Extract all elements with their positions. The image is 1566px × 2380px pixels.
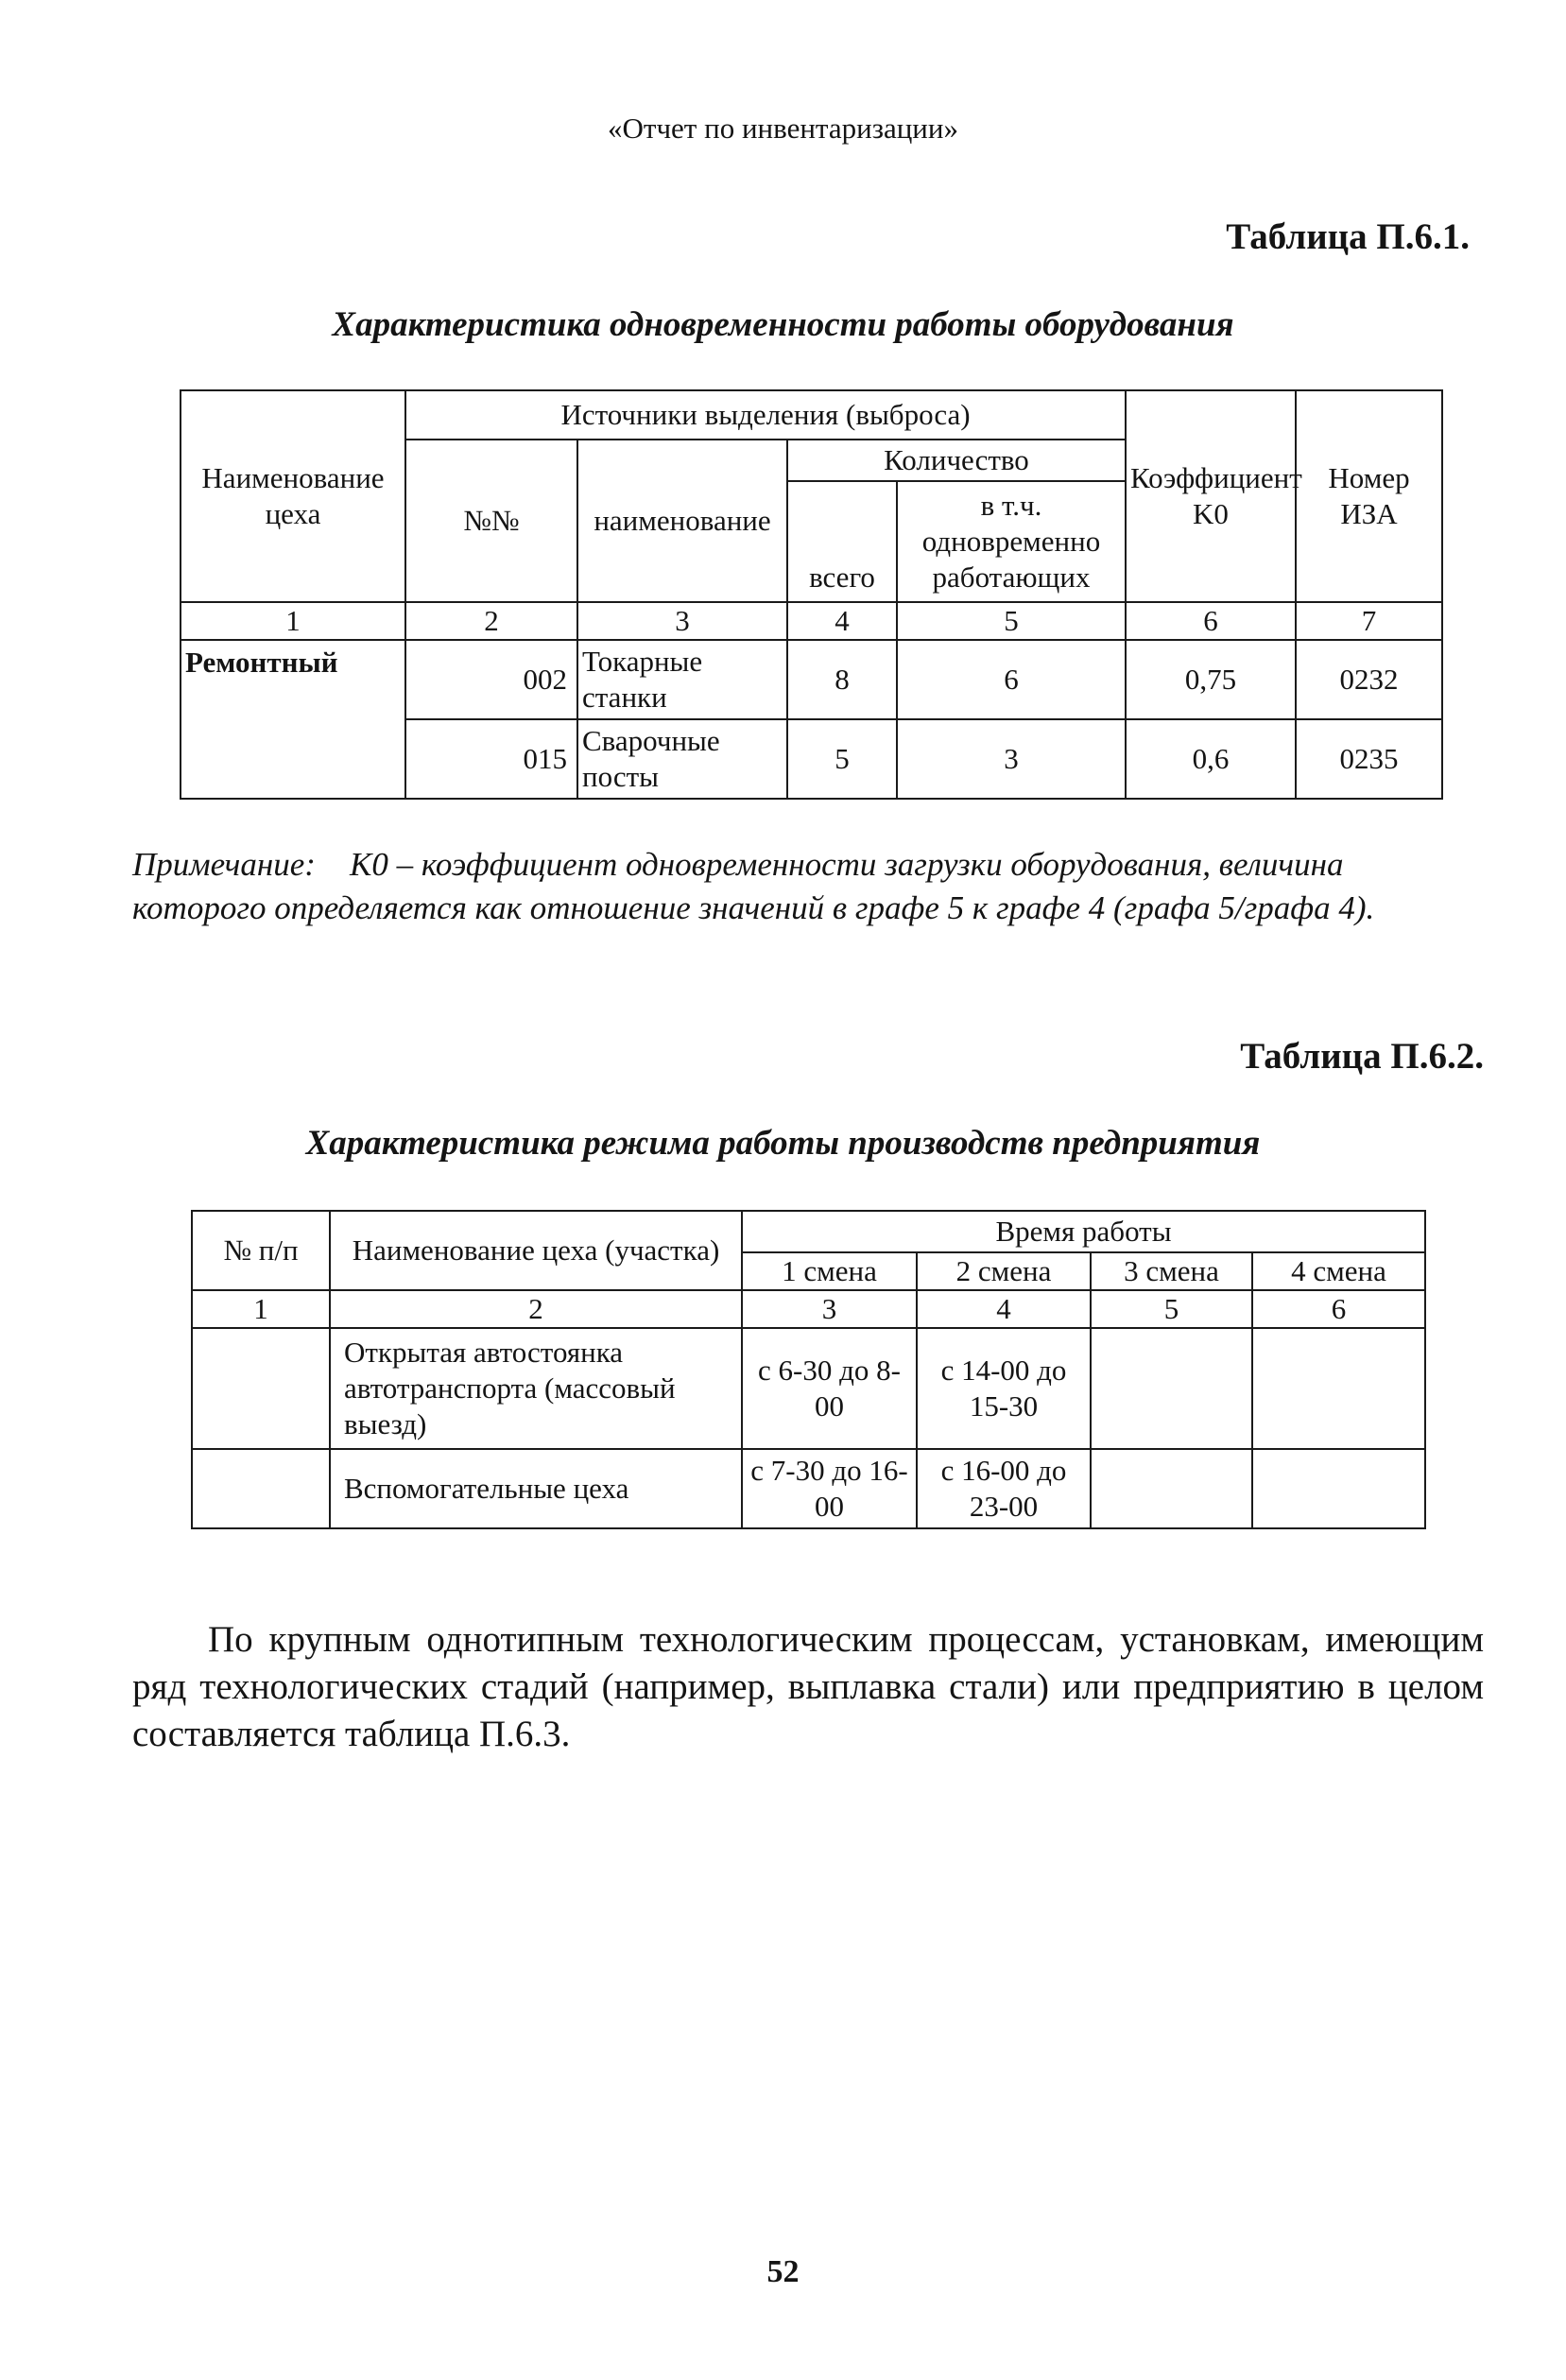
column-number: 7: [1296, 602, 1442, 640]
column-number: 5: [897, 602, 1126, 640]
running-header: «Отчет по инвентаризации»: [608, 112, 958, 145]
table-row: [192, 1449, 1425, 1528]
note-label: Примечание:: [132, 846, 316, 883]
page-number: 52: [766, 2254, 800, 2289]
header-total: всего: [787, 481, 897, 602]
column-number: 4: [787, 602, 897, 640]
column-number: 4: [917, 1290, 1091, 1328]
column-number: 6: [1252, 1290, 1425, 1328]
shift-1-time: с 6-30 до 8-00: [742, 1328, 917, 1449]
source-name: Сварочные посты: [577, 719, 787, 799]
column-number: 3: [577, 602, 787, 640]
row-index: [192, 1449, 330, 1528]
column-number: 3: [742, 1290, 917, 1328]
note: [132, 843, 1484, 930]
source-simultaneous: 3: [897, 719, 1126, 799]
source-total: 8: [787, 640, 897, 719]
source-coefficient: 0,75: [1126, 640, 1296, 719]
column-number: 5: [1091, 1290, 1252, 1328]
source-number: 015: [405, 719, 577, 799]
column-number: 2: [330, 1290, 742, 1328]
body-paragraph: По крупным однотипным технологическим процессам, установкам, имеющим ряд технологических стадий (например, выплавка стали) или предприятию в целом составляется таблица П.6.3.: [132, 1619, 1484, 1754]
table2-title: Характеристика режима работы производств предприятия: [305, 1124, 1261, 1163]
shift-3-time: [1091, 1449, 1252, 1528]
shift-4-time: [1252, 1328, 1425, 1449]
header-number: №№: [405, 440, 577, 602]
row-index: [192, 1328, 330, 1449]
shop-name: Открытая автостоянка автотранспорта (массовый выезд): [330, 1328, 742, 1449]
table-row: [181, 640, 1442, 719]
shift-1-time: с 7-30 до 16-00: [742, 1449, 917, 1528]
equipment-simultaneity-table: [180, 389, 1443, 800]
shop-name: Вспомогательные цеха: [330, 1449, 742, 1528]
header-shift: 3 смена: [1091, 1252, 1252, 1290]
header-shift: 4 смена: [1252, 1252, 1425, 1290]
source-iza: 0235: [1296, 719, 1442, 799]
header-work-time: Время работы: [742, 1211, 1425, 1252]
source-simultaneous: 6: [897, 640, 1126, 719]
work-schedule-table: [191, 1210, 1426, 1529]
table1-title: Характеристика одновременности работы оборудования: [332, 305, 1234, 344]
table-row: [192, 1328, 1425, 1449]
header-shop: Наименование цеха: [181, 390, 405, 602]
column-number: 6: [1126, 602, 1296, 640]
shift-3-time: [1091, 1328, 1252, 1449]
shift-2-time: с 14-00 до 15-30: [917, 1328, 1091, 1449]
header-index: № п/п: [192, 1211, 330, 1290]
source-iza: 0232: [1296, 640, 1442, 719]
header-shop: Наименование цеха (участка): [330, 1211, 742, 1290]
header-quantity: Количество: [787, 440, 1126, 481]
shift-4-time: [1252, 1449, 1425, 1528]
header-sources: Источники выделения (выброса): [405, 390, 1126, 440]
source-number: 002: [405, 640, 577, 719]
note-text: K0 – коэффициент одновременности загрузки оборудования, величина которого определяется как отношение значений в графе 5 к графе 4 (графа 5/графа 4).: [132, 846, 1375, 926]
source-name: Токарные станки: [577, 640, 787, 719]
source-total: 5: [787, 719, 897, 799]
shop-name: Ремонтный: [181, 640, 405, 799]
header-name: наименование: [577, 440, 787, 602]
table2-label: Таблица П.6.2.: [1240, 1036, 1484, 1077]
shift-2-time: с 16-00 до 23-00: [917, 1449, 1091, 1528]
column-number: 1: [192, 1290, 330, 1328]
column-number: 1: [181, 602, 405, 640]
header-simultaneous: в т.ч. одновременно работающих: [897, 481, 1126, 602]
table1-label: Таблица П.6.1.: [1226, 216, 1470, 257]
header-shift: 1 смена: [742, 1252, 917, 1290]
header-coefficient: Коэффициент K0: [1126, 390, 1296, 602]
header-iza: Номер ИЗА: [1296, 390, 1442, 602]
header-shift: 2 смена: [917, 1252, 1091, 1290]
source-coefficient: 0,6: [1126, 719, 1296, 799]
column-number: 2: [405, 602, 577, 640]
